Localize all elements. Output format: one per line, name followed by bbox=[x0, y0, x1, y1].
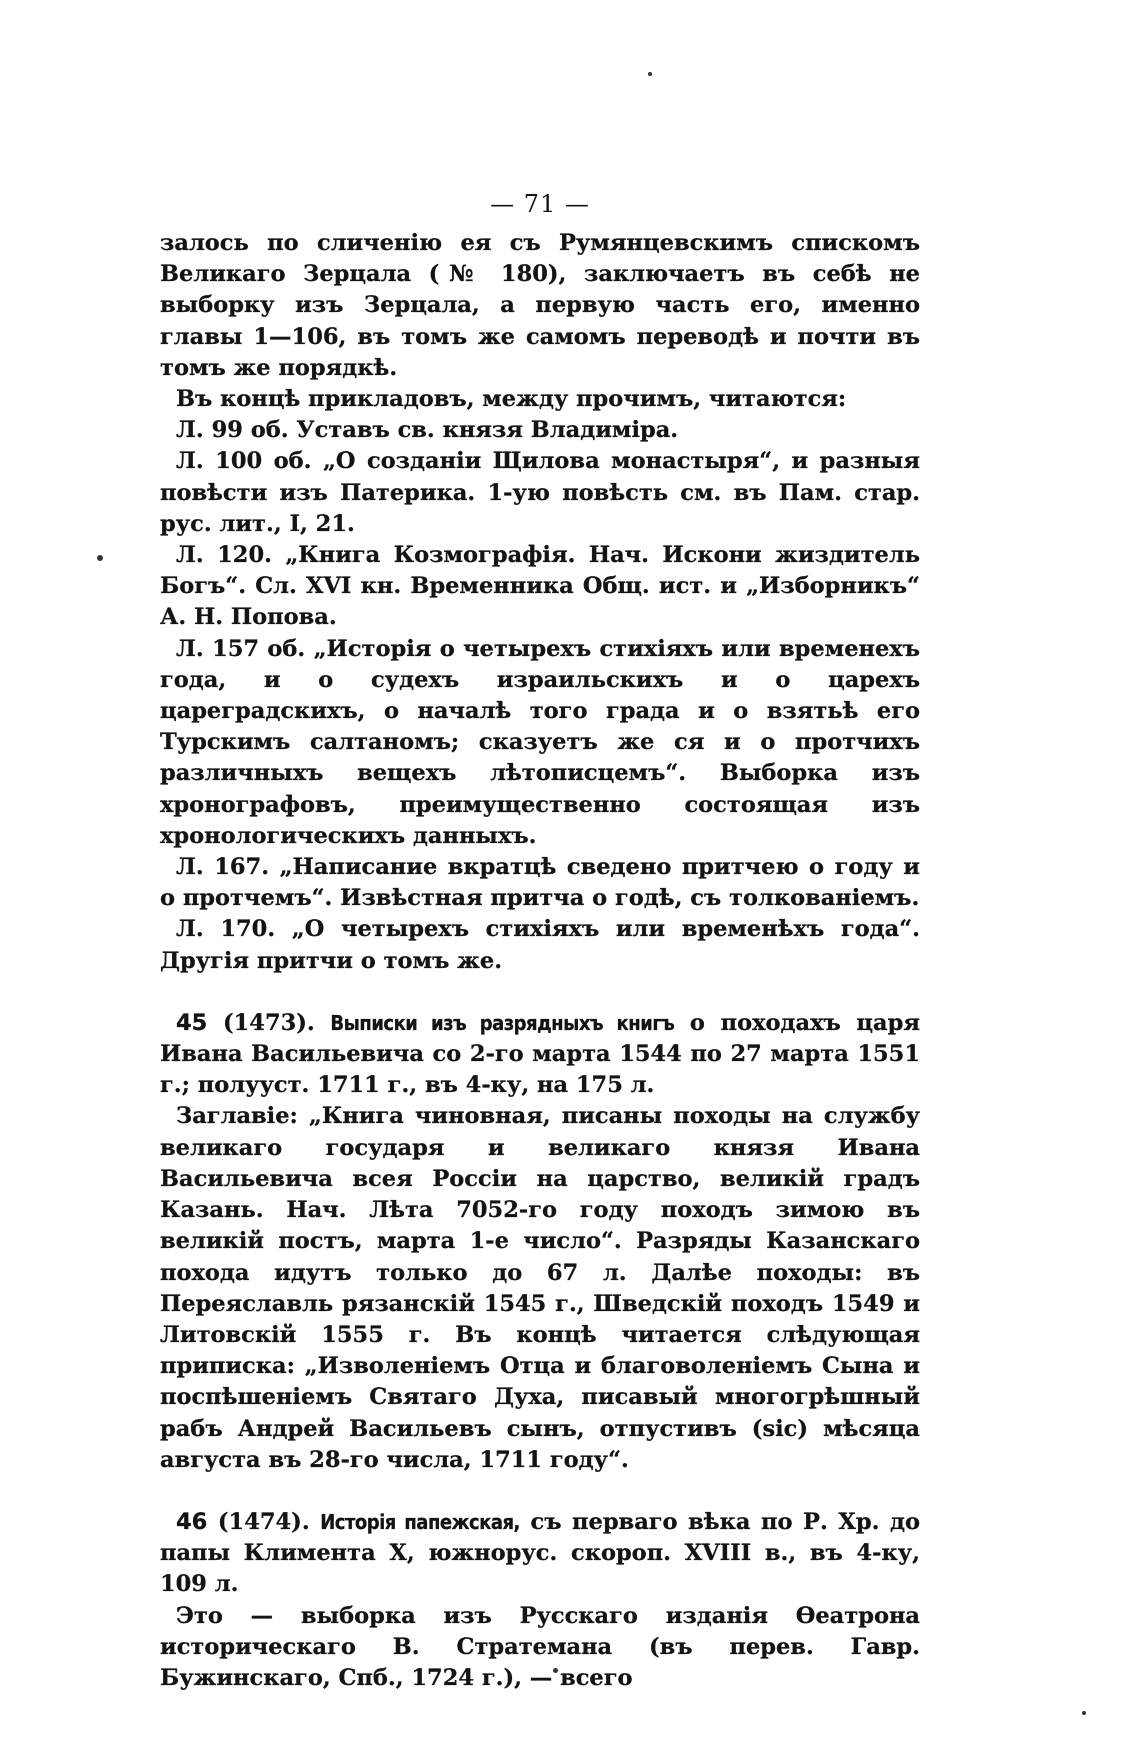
paragraph: Л. 167. „Написание вкратцѣ сведено притчею о году и о протчемъ“. Извѣстная притча о годѣ, съ толкованіемъ. bbox=[160, 854, 920, 912]
paragraph: Въ концѣ прикладовъ, между прочимъ, читаются: bbox=[176, 386, 847, 413]
entry-catalog-number: (1474). bbox=[217, 1508, 310, 1535]
paragraph: Л. 157 об. „Исторія о четырехъ стихіяхъ или временехъ года, и о судехъ израильскихъ и о царехъ цареградскихъ, о началѣ того града и о взятьѣ его Турскимъ салтаномъ; сказуетъ же ся и о протчихъ различныхъ вещехъ лѣтописцемъ“. Выборка изъ хронографовъ, преимущественно состоящая изъ хронологическихъ данныхъ. bbox=[160, 635, 920, 849]
entry-number: 46 bbox=[176, 1508, 208, 1535]
print-speck bbox=[97, 555, 103, 561]
entry-description: съ перваго вѣка по Р. Хр. до папы Климента X, южнорус. скороп. XVIII в., въ 4-ку, 109 л. bbox=[160, 1508, 921, 1598]
entry-title: Выписки изъ разрядныхъ книгъ bbox=[330, 1010, 675, 1035]
entry-46-body: Это — выборка изъ Русскаго изданія Ѳеатрона историческаго В. Стратемана (въ перев. Гавр. Бужинскаго, Спб., 1724 г.), — всего bbox=[160, 1602, 920, 1691]
paragraph: залось по сличенію ея съ Румянцевскимъ спискомъ Великаго Зерцала (№ 180), заключаетъ въ себѣ не выборку изъ Зерцала, а первую часть его, именно главы 1—106, въ томъ же самомъ переводѣ и почти въ томъ же порядкѣ. bbox=[160, 230, 920, 381]
entry-description: о походахъ царя Ивана Васильевича со 2-го марта 1544 по 27 марта 1551 г.; полууст. 1711 г., въ 4-ку, на 175 л. bbox=[160, 1009, 920, 1099]
print-speck bbox=[648, 72, 652, 76]
entry-catalog-number: (1473). bbox=[222, 1009, 315, 1036]
print-speck bbox=[1082, 1711, 1086, 1715]
book-page bbox=[160, 190, 920, 1694]
paragraph: Л. 120. „Книга Козмографія. Нач. Искони жиздитель Богъ“. Сл. XVI кн. Временника Общ. ист. и „Изборникъ“ А. Н. Попова. bbox=[160, 542, 920, 631]
paragraph: Л. 170. „О четырехъ стихіяхъ или временѣхъ года“. Другія притчи о томъ же. bbox=[160, 916, 920, 974]
entry-45-body: Заглавіе: „Книга чиновная, писаны походы на службу великаго государя и великаго князя Ивана Васильевича всея Россіи на царство, великій градъ Казань. Нач. Лѣта 7052-го году походъ зимою въ великій постъ, марта 1-е число“. Разряды Казанскаго похода идутъ только до 67 л. Далѣе походы: въ Переяславль рязанскій 1545 г., Шведскій походъ 1549 и Литовскій 1555 г. Въ концѣ читается слѣдующая приписка: „Изволеніемъ Отца и благоволеніемъ Сына и поспѣшеніемъ Святаго Духа, писавый многогрѣшный рабъ Андрей Васильевъ сынъ, отпустивъ (sic) мѣсяца августа въ 28-го числа, 1711 году“. bbox=[160, 1103, 920, 1473]
entry-45-heading bbox=[160, 1008, 920, 1102]
paragraph: Л. 100 об. „О созданіи Щилова монастыря“, и разныя повѣсти изъ Патерика. 1-ую повѣсть см. въ Пам. стар. рус. лит., I, 21. bbox=[160, 448, 920, 537]
entry-title: Исторія папежская, bbox=[320, 1509, 520, 1534]
paragraph: Л. 99 об. Уставъ св. князя Владиміра. bbox=[176, 417, 679, 444]
page-number: — 71 — bbox=[490, 190, 590, 218]
entry-46-heading bbox=[160, 1507, 920, 1601]
entry-number: 45 bbox=[176, 1009, 208, 1036]
